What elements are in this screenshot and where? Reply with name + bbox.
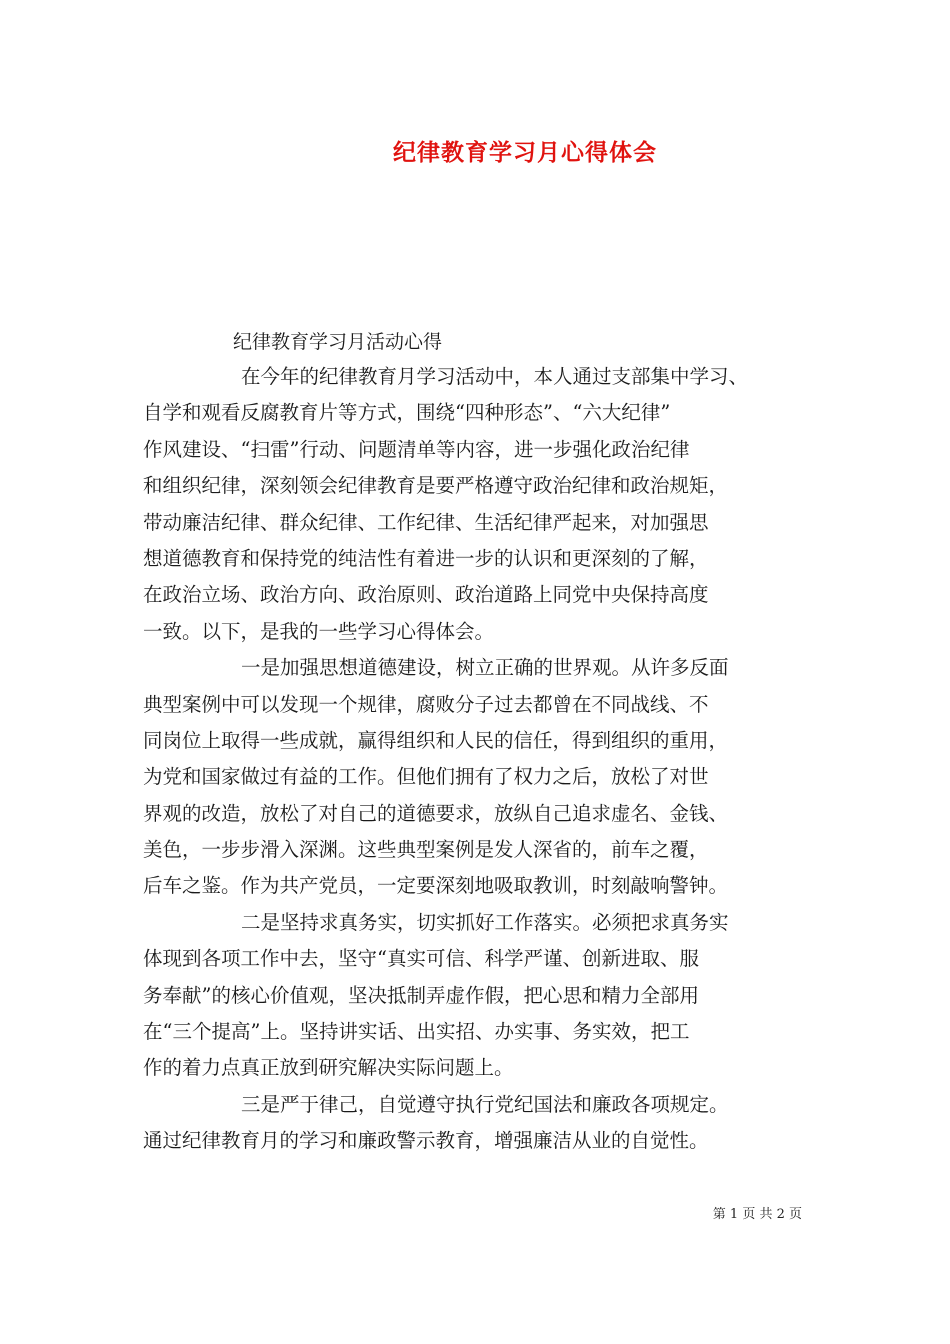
- text-line: 同岗位上取得一些成就，赢得组织和人民的信任，得到组织的重用，: [143, 728, 729, 752]
- text-line: 通过纪律教育月的学习和廉政警示教育，增强廉洁从业的自觉性。: [143, 1129, 709, 1153]
- text-line: 三是严于律己，自觉遵守执行党纪国法和廉政各项规定。: [241, 1092, 729, 1116]
- page-title: 纪律教育学习月心得体会: [393, 139, 657, 166]
- text-line: 务奉献”的核心价值观，坚决抵制弄虚作假，把心思和精力全部用: [143, 983, 699, 1007]
- text-line: 在政治立场、政治方向、政治原则、政治道路上同党中央保持高度: [143, 583, 709, 607]
- text-line: 作风建设、“扫雷”行动、问题清单等内容，进一步强化政治纪律: [143, 437, 690, 461]
- body-text: [143, 359, 823, 1160]
- text-line: 想道德教育和保持党的纯洁性有着进一步的认识和更深刻的了解，: [143, 546, 709, 570]
- text-line: 和组织纪律，深刻领会纪律教育是要严格遵守政治纪律和政治规矩，: [143, 474, 729, 498]
- text-line: 一是加强思想道德建设，树立正确的世界观。从许多反面: [241, 656, 729, 680]
- text-line: 在“三个提高”上。坚持讲实话、出实招、办实事、务实效，把工: [143, 1020, 690, 1044]
- text-line: 典型案例中可以发现一个规律，腐败分子过去都曾在不同战线、不: [143, 692, 709, 716]
- text-line: 为党和国家做过有益的工作。但他们拥有了权力之后，放松了对世: [143, 765, 709, 789]
- text-line: 自学和观看反腐教育片等方式，围绕“四种形态”、“六大纪律”: [143, 401, 671, 425]
- text-line: 美色，一步步滑入深渊。这些典型案例是发人深省的，前车之覆，: [143, 838, 709, 862]
- subheading: 纪律教育学习月活动心得: [233, 331, 443, 353]
- text-line: 带动廉洁纪律、群众纪律、工作纪律、生活纪律严起来，对加强思: [143, 510, 709, 534]
- text-line: 一致。以下，是我的一些学习心得体会。: [143, 619, 495, 643]
- text-line: 在今年的纪律教育月学习活动中，本人通过支部集中学习、: [241, 365, 749, 388]
- text-line: 二是坚持求真务实，切实抓好工作落实。必须把求真务实: [241, 910, 729, 934]
- text-line: 后车之鉴。作为共产党员，一定要深刻地吸取教训，时刻敲响警钟。: [143, 874, 729, 898]
- text-line: 作的着力点真正放到研究解决实际问题上。: [143, 1056, 514, 1080]
- text-line: 界观的改造，放松了对自己的道德要求，放纵自己追求虚名、金钱、: [143, 801, 729, 825]
- text-line: 体现到各项工作中去，坚守“真实可信、科学严谨、创新进取、服: [143, 947, 699, 971]
- page-footer: 第 1 页 共 2 页: [712, 1207, 802, 1222]
